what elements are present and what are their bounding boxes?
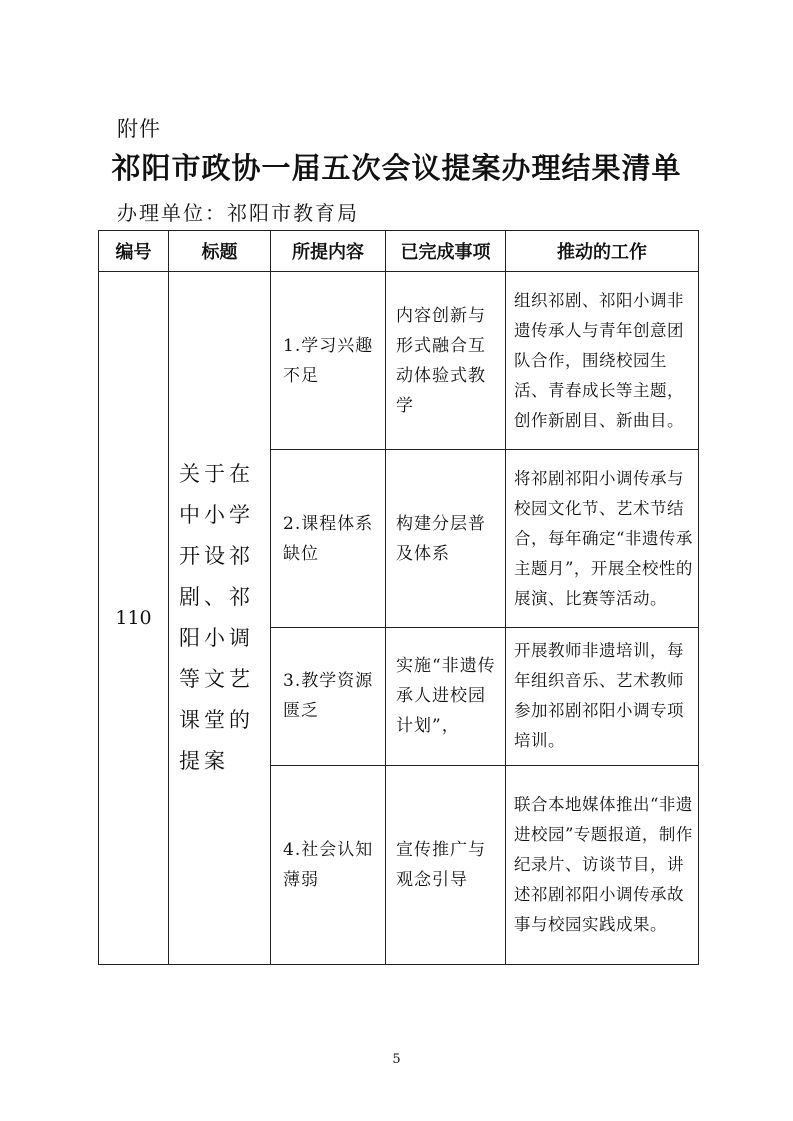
- completed-cell: 构建分层普及体系: [386, 450, 506, 628]
- header-completed: 已完成事项: [386, 231, 506, 272]
- promoted-work-cell: 将祁剧祁阳小调传承与校园文化节、艺术节结合，每年确定“非遗传承主题月”，开展全校性的展演、比赛等活动。: [506, 450, 699, 628]
- handling-unit: 办理单位：祁阳市教育局: [117, 201, 359, 225]
- header-number: 编号: [99, 231, 169, 272]
- content-cell: 3.教学资源匮乏: [271, 628, 386, 766]
- header-content: 所提内容: [271, 231, 386, 272]
- proposal-number: 110: [99, 272, 169, 965]
- page-number: 5: [392, 1052, 401, 1067]
- content-cell: 4.社会认知薄弱: [271, 765, 386, 964]
- promoted-work-cell: 组织祁剧、祁阳小调非遗传承人与青年创意团队合作，围绕校园生活、青春成长等主题，创作新剧目、新曲目。: [506, 272, 699, 450]
- content-cell: 2.课程体系缺位: [271, 450, 386, 628]
- promoted-work-cell: 开展教师非遗培训，每年组织音乐、艺术教师参加祁剧祁阳小调专项培训。: [506, 628, 699, 766]
- header-title: 标题: [169, 231, 271, 272]
- proposal-title: 关于在中小学开设祁剧、祁阳小调等文艺课堂的提案: [169, 272, 271, 965]
- completed-cell: 内容创新与形式融合互动体验式教学: [386, 272, 506, 450]
- header-promoted-work: 推动的工作: [506, 231, 699, 272]
- attachment-label: 附件: [117, 117, 161, 141]
- document-title: 祁阳市政协一届五次会议提案办理结果清单: [111, 151, 682, 185]
- promoted-work-cell: 联合本地媒体推出“非遗进校园”专题报道，制作纪录片、访谈节目，讲述祁剧祁阳小调传承故事与校园实践成果。: [506, 765, 699, 964]
- content-cell: 1.学习兴趣不足: [271, 272, 386, 450]
- completed-cell: 宣传推广与观念引导: [386, 765, 506, 964]
- completed-cell: 实施“非遗传承人进校园计划”，: [386, 628, 506, 766]
- results-table: [98, 230, 699, 965]
- table-row: [99, 272, 699, 450]
- table-header-row: [99, 231, 699, 272]
